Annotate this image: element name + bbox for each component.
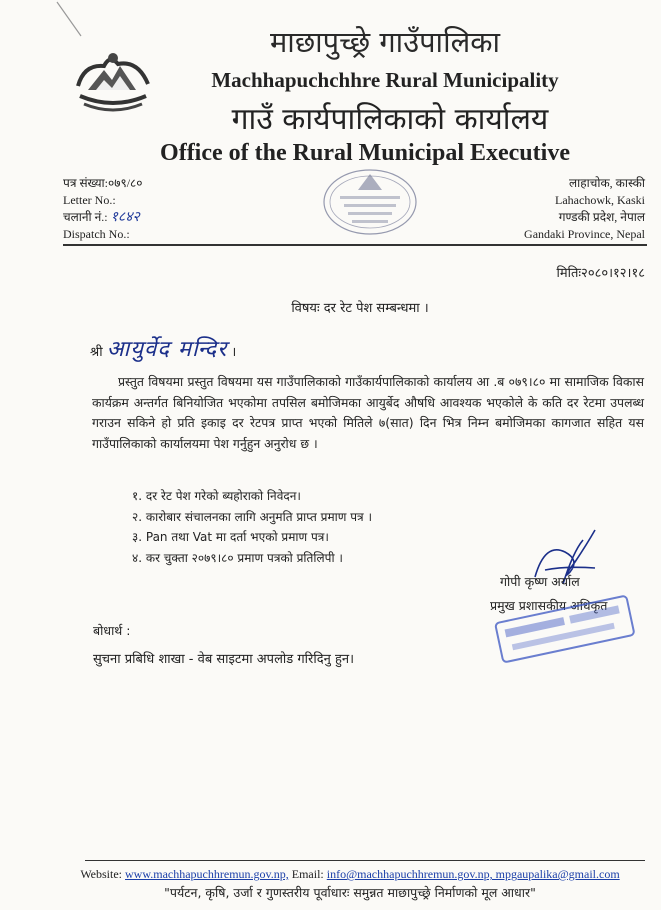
list-item: १. दर रेट पेश गरेको ब्यहोराको निवेदन। (132, 489, 301, 503)
official-stamp (490, 595, 640, 665)
municipality-name-english: Machhapuchchhre Rural Municipality (211, 68, 559, 92)
letter-body: प्रस्तुत विषयमा प्रस्तुत विषयमा यस गाउँपालिकाको गाउँकार्यपालिकाको कार्यालय आ .ब ०७९।८० मा सामाजिक विकास कार्यक्रम अन्तर्गत बिनियोजित भएकोमा तपसिल बमोजिमका आयुर्बेद औषधि आवश्यक भएकोले के कति दर रेटमा उपलब्ध गराउन सकिने हो प्रति इकाइ दर रेटपत्र प्राप्त भएको मितिले ७(सात) दिन भित्र निम्न बमोजिमका कागजात सहित यस गाउँपालिकाको कार्यालयमा पेश गर्नुहुन अनुरोध छ । (92, 374, 644, 451)
requirements-list (132, 486, 492, 568)
recipient-line (90, 333, 390, 363)
footer-slogan: "पर्यटन, कृषि, उर्जा र गुणस्तरीय पूर्वाधारः समुन्नत माछापुच्छ्रे निर्माणको मूल आधार" (164, 885, 536, 900)
list-item: २. कारोबार संचालनका लागि अनुमति प्राप्त प्रमाण पत्र । (132, 509, 373, 524)
address-english: Lahachowk, Kaski (555, 193, 645, 207)
letter-subject: विषयः दर रेट पेश सम्बन्धमा । (291, 301, 429, 316)
dispatch-no-row (63, 209, 263, 226)
footer-contact (40, 867, 660, 882)
dispatch-no-english: Dispatch No.: (63, 227, 130, 241)
office-seal (318, 160, 422, 240)
province-english: Gandaki Province, Nepal (524, 227, 645, 241)
municipality-name-nepali: माछापुच्छ्रे गाउँपालिका (269, 25, 501, 59)
office-name-english: Office of the Rural Municipal Executive (160, 140, 570, 166)
list-item: ३. Pan तथा Vat मा दर्ता भएको प्रमाण पत्र। (132, 530, 329, 544)
letter-no-nepali: पत्र संख्या:०७९/८० (63, 176, 143, 190)
list-item: ४. कर चुक्ता २०७९।८० प्रमाण पत्रको प्रतिलिपी । (132, 550, 343, 565)
corner-mark (55, 0, 85, 40)
recipient-prefix: श्री (90, 345, 103, 360)
website-label: Website: (80, 867, 123, 881)
office-name-nepali: गाउँ कार्यपालिकाको कार्यालय (231, 102, 549, 137)
recipient-name: आयुर्वेद मन्दिर (106, 337, 228, 362)
letter-date: मितिः२०८०।१२।१८ (556, 266, 645, 281)
footer-divider (85, 860, 645, 861)
email-link[interactable]: info@machhapuchhremun.gov.np, mpgaupalika@gmail.com (326, 867, 620, 881)
cc-label: बोधार्थ : (93, 623, 131, 638)
letter-no-english: Letter No.: (63, 193, 116, 207)
dispatch-no-nepali: चलानी नं.: (63, 210, 108, 224)
email-label: Email: (291, 867, 324, 881)
header-divider (63, 244, 647, 246)
signatory-name: गोपी कृष्ण अर्याल (500, 574, 580, 589)
address-nepali: लाहाचोक, कास्की (569, 176, 645, 190)
cc-text: सुचना प्रबिधि शाखा - वेब साइटमा अपलोड गरिदिनु हुन। (93, 652, 354, 667)
dispatch-no-value: १८४२ (110, 209, 140, 225)
website-link[interactable]: www.machhapuchhremun.gov.np, (125, 867, 289, 881)
province-nepali: गण्डकी प्रदेश, नेपाल (558, 210, 645, 224)
office-address (470, 175, 645, 243)
letter-meta (63, 175, 263, 243)
signatory-title: प्रमुख प्रशासकीय अधिकृत (490, 598, 608, 613)
recipient-suffix: । (231, 345, 237, 360)
